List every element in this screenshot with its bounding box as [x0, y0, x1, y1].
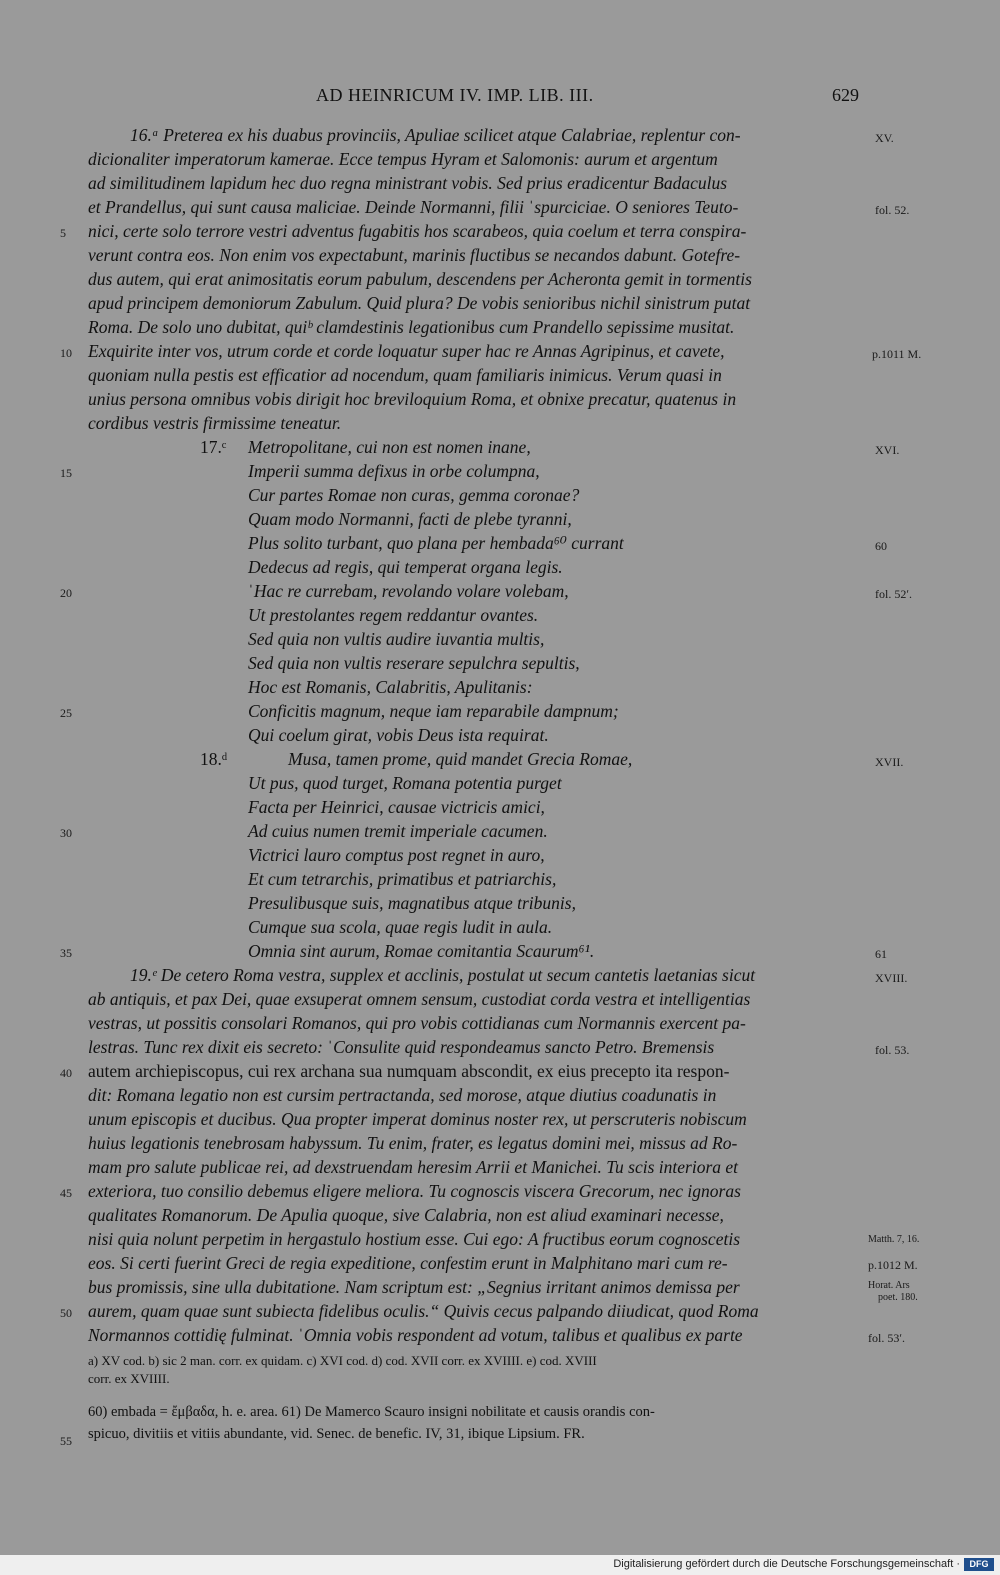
text-line: bus promissis, sine ulla dubitatione. Nam scriptum est: „Segnius irritant animos demissa per: [88, 1277, 740, 1297]
verse-line: Presulibusque suis, magnatibus atque tribunis,: [248, 893, 576, 913]
footer-credit-bar: [0, 1555, 1000, 1575]
margin-note: XVI.: [875, 443, 900, 457]
verse-line: Ad cuius numen tremit imperiale cacumen.: [248, 821, 548, 841]
text-line: 16.ᵃ Preterea ex his duabus provinciis, Apuliae scilicet atque Calabriae, replentur con-: [130, 125, 741, 145]
verse-line: Ut pus, quod turget, Romana potentia purget: [248, 773, 562, 793]
text-line: verunt contra eos. Non enim vos expectabunt, marinis fluctibus se necandos dabunt. Gotefre-: [88, 245, 741, 265]
text-line: unum episcopis et ducibus. Qua propter imperat dominus noster rex, ut perscruteris nobiscum: [88, 1109, 747, 1129]
verse-line: Cur partes Romae non curas, gemma coronae?: [248, 485, 580, 505]
text-line: ab antiquis, et pax Dei, quae exsuperat omnem sensum, custodiat corda vestra et intelligentias: [88, 989, 751, 1009]
verse-line: Victrici lauro comptus post regnet in auro,: [248, 845, 545, 865]
page-number: 629: [832, 85, 859, 105]
text-line: qualitates Romanorum. De Apulia quoque, sive Calabria, non est aliud examinari necesse,: [88, 1205, 724, 1225]
verse-line: Cumque sua scola, quae regis ludit in aula.: [248, 917, 553, 937]
text-line: 19.ᵉ De cetero Roma vestra, supplex et acclinis, postulat ut secum cantetis laetanias sicut: [130, 965, 756, 985]
funding-credit: Digitalisierung gefördert durch die Deutsche Forschungsgemeinschaft ·: [613, 1558, 960, 1570]
verse-line: Metropolitane, cui non est nomen inane,: [248, 437, 531, 457]
text-line: apud principem demoniorum Zabulum. Quid plura? De vobis senioribus nichil sinistrum putat: [88, 293, 751, 313]
line-number: 55: [60, 1434, 72, 1448]
verse-line: Plus solito turbant, quo plana per hembada⁶⁰ currant: [248, 533, 624, 553]
verse-line: Sed quia non vultis audire iuvantia multis,: [248, 629, 545, 649]
text-line: autem archiepiscopus, cui rex archana sua numquam abscondit, ex eius precepto ita respon-: [88, 1061, 730, 1081]
margin-note: Horat. Ars: [868, 1280, 910, 1291]
line-number: 30: [60, 826, 72, 840]
footnote-line: a) XV cod. b) sic 2 man. corr. ex quidam. c) XVI cod. d) cod. XVII corr. ex XVIIII. e) cod. XVIII: [88, 1353, 597, 1368]
text-line: eos. Si certi fuerint Greci de regia expeditione, confestim erunt in Malphitano mari cum re-: [88, 1253, 728, 1273]
line-number: 35: [60, 946, 72, 960]
line-number: 45: [60, 1186, 72, 1200]
text-line: dit: Romana legatio non est cursim pertractanda, sed morose, atque diutius coadunatis in: [88, 1085, 717, 1105]
text-line: Roma. De solo uno dubitat, quiᵇ clamdestinis legationibus cum Prandello sepissime musitat.: [88, 317, 735, 337]
text-line: unius persona omnibus vobis dirigit hoc breviloquium Roma, et obnixe precatur, quatenus in: [88, 389, 737, 409]
footnote-line: spicuo, divitiis et vitiis abundante, vid. Senec. de benefic. IV, 31, ibique Lipsium. FR.: [88, 1426, 585, 1442]
margin-note: XV.: [875, 131, 894, 145]
margin-note: XVII.: [875, 755, 904, 769]
line-number: 25: [60, 706, 72, 720]
margin-note: p.1012 M.: [868, 1258, 918, 1272]
margin-note: 61: [875, 947, 887, 961]
footnote-line: corr. ex XVIIII.: [88, 1371, 170, 1386]
verse-line: Sed quia non vultis reserare sepulchra sepultis,: [248, 653, 580, 673]
margin-note: fol. 53.: [875, 1043, 910, 1057]
verse-line: Imperii summa defixus in orbe columpna,: [248, 461, 540, 481]
text-line: Normannos cottidię fulminat. ˈOmnia vobis respondent ad votum, talibus et qualibus ex parte: [88, 1325, 743, 1345]
text-line: dicionaliter imperatorum kamerae. Ecce tempus Hyram et Salomonis: aurum et argentum: [88, 149, 718, 169]
line-number: 20: [60, 586, 72, 600]
dfg-logo: DFG: [964, 1558, 994, 1571]
text-line: mam pro salute publicae rei, ad dexstruendam heresim Arrii et Manichei. Tu scis interiora et: [88, 1157, 739, 1177]
text-line: cordibus vestris firmissime teneatur.: [88, 413, 342, 433]
verse-line: Ut prestolantes regem reddantur ovantes.: [248, 605, 539, 625]
text-line: nisi quia nolunt perpetim in hergastulo hostium esse. Cui ego: A fructibus eorum cognoscetis: [88, 1229, 741, 1249]
margin-note: fol. 53ʹ.: [868, 1331, 905, 1345]
text-line: huius legationis tenebrosam habyssum. Tu enim, frater, es legatus domini mei, missus ad Ro-: [88, 1133, 738, 1153]
margin-note: fol. 52.: [875, 203, 910, 217]
text-line: et Prandellus, qui sunt causa maliciae. Deinde Normanni, filii ˈspurciciae. O seniores Teuto-: [88, 197, 739, 217]
line-number: 40: [60, 1066, 72, 1080]
footnote-line: 60) embada = ἔμβαδα, h. e. area. 61) De Mamerco Scauro insigni nobilitate et causis orandis con-: [88, 1404, 655, 1420]
running-header: AD HEINRICUM IV. IMP. LIB. III.: [316, 85, 594, 105]
text-line: nici, certe solo terrore vestri adventus fugabitis hos scarabeos, quia coelum et terra conspira-: [88, 221, 747, 241]
verse-line: Quam modo Normanni, facti de plebe tyranni,: [248, 509, 572, 529]
margin-note: Matth. 7, 16.: [868, 1234, 920, 1245]
text-line: vestras, ut possitis consolari Romanos, qui pro vobis cottidianas cum Normannis exercent pa-: [88, 1013, 746, 1033]
verse-line: Conficitis magnum, neque iam reparabile dampnum;: [248, 701, 619, 721]
stanza-number: 18.ᵈ: [200, 749, 228, 769]
verse-line: Musa, tamen prome, quid mandet Grecia Romae,: [288, 749, 633, 769]
verse-line: Hoc est Romanis, Calabritis, Apulitanis:: [248, 677, 533, 697]
text-line: aurem, quam quae sunt subiecta fidelibus oculis.“ Quivis cecus palpando diiudicat, quod Roma: [88, 1301, 759, 1321]
line-number: 50: [60, 1306, 72, 1320]
verse-line: Et cum tetrarchis, primatibus et patriarchis,: [248, 869, 557, 889]
margin-note: 60: [875, 539, 887, 553]
text-line: quoniam nulla pestis est efficatior ad nocendum, quam familiaris inimicus. Verum quasi in: [88, 365, 722, 385]
line-number: 15: [60, 466, 72, 480]
margin-note: poet. 180.: [878, 1292, 918, 1303]
verse-line: ˈHac re currebam, revolando volare volebam,: [248, 581, 569, 601]
text-line: lestras. Tunc rex dixit eis secreto: ˈConsulite quid respondeamus sancto Petro. Bremensis: [88, 1037, 715, 1057]
margin-note: fol. 52ʹ.: [875, 587, 912, 601]
line-number: 10: [60, 346, 72, 360]
text-line: dus autem, qui erat animositatis eorum pabulum, descendens per Acheronta gemit in tormentis: [88, 269, 752, 289]
text-line: ad similitudinem lapidum hec duo regna ministrant vobis. Sed prius eradicentur Badaculus: [88, 173, 728, 193]
verse-line: Qui coelum girat, vobis Deus ista requirat.: [248, 725, 549, 745]
line-number: 5: [60, 226, 66, 240]
margin-note: p.1011 M.: [872, 347, 922, 361]
stanza-number: 17.ᶜ: [200, 437, 227, 457]
verse-line: Dedecus ad regis, qui temperat organa legis.: [248, 557, 563, 577]
verse-line: Facta per Heinrici, causae victricis amici,: [248, 797, 545, 817]
margin-note: XVIII.: [875, 971, 908, 985]
text-line: exteriora, tuo consilio debemus eligere meliora. Tu cognoscis viscera Grecorum, nec ignoras: [88, 1181, 741, 1201]
text-line: Exquirite inter vos, utrum corde et corde loquatur super hac re Annas Agripinus, et cavete,: [88, 341, 725, 361]
verse-line: Omnia sint aurum, Romae comitantia Scaurum⁶¹.: [248, 941, 595, 961]
